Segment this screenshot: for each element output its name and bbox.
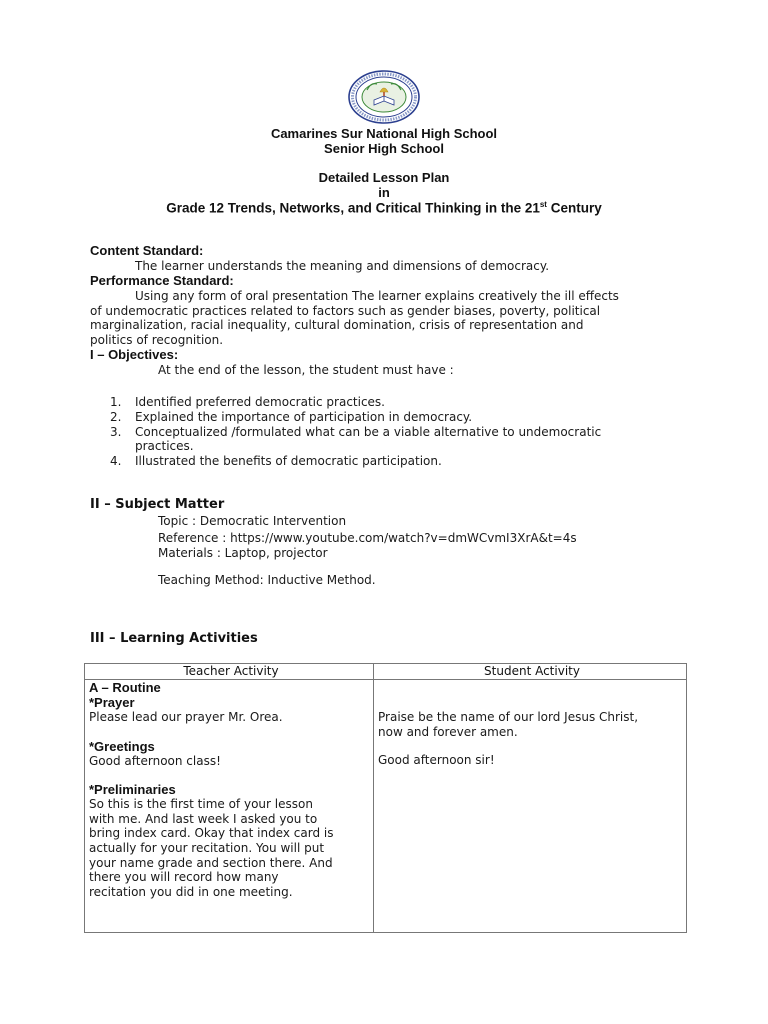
column-header-student: Student Activity [374,664,687,680]
table-header-row [85,664,687,680]
content-standard-label: Content Standard: [90,243,204,258]
subject-matter-reference: Reference : https://www.youtube.com/watch?v=dmWCvmI3XrA&t=4s [158,531,577,545]
list-item: 2. Explained the importance of participation in democracy. [110,409,473,424]
table-row [85,680,687,933]
school-division: Senior High School [324,141,444,156]
subject-matter-method: Teaching Method: Inductive Method. [158,573,376,587]
objectives-list [110,395,670,469]
routine-heading: A – Routine [89,680,161,695]
learning-activities-label: III – Learning Activities [90,631,258,646]
learning-activities-table [84,663,687,933]
objectives-intro: At the end of the lesson, the student must have : [158,363,454,377]
performance-standard-line: Using any form of oral presentation The learner explains creatively the ill effects [135,289,619,303]
preliminaries-line: So this is the first time of your lesson [89,797,313,812]
greetings-student-text: Good afternoon sir! [378,753,495,768]
preliminaries-line: there you will record how many [89,870,279,885]
preliminaries-line: your name grade and section there. And [89,855,333,870]
document-title: Detailed Lesson Plan [318,170,450,185]
subject-matter-materials: Materials : Laptop, projector [158,546,328,560]
subject-title: Grade 12 Trends, Networks, and Critical Thinking in the 21st Century [166,200,602,216]
preliminaries-line: actually for your recitation. You will put [89,840,325,855]
document-title-in: in [378,185,390,200]
preliminaries-line: recitation you did in one meeting. [89,884,293,899]
column-header-teacher: Teacher Activity [85,664,374,680]
preliminaries-line: with me. And last week I asked you to [89,811,318,826]
list-item: 1. Identified preferred democratic practices. [110,395,385,409]
subject-matter-label: II – Subject Matter [90,497,225,512]
performance-standard-line: of undemocratic practices related to factors such as gender biases, poverty, political [90,304,601,318]
prayer-student-text: Praise be the name of our lord Jesus Christ, [378,710,639,724]
list-item: 3. Conceptualized /formulated what can be a viable alternative to undemocratic [110,424,602,439]
greetings-teacher-text: Good afternoon class! [89,753,221,768]
teacher-activity-cell [85,680,374,933]
school-name: Camarines Sur National High School [270,126,498,141]
preliminaries-line: bring index card. Okay that index card is [89,826,334,841]
performance-standard-line: marginalization, racial inequality, cultural domination, crisis of representation and [90,318,584,332]
objectives-label: I – Objectives: [90,347,179,362]
performance-standard-label: Performance Standard: [90,273,234,288]
preliminaries-heading: *Preliminaries [89,782,176,798]
prayer-heading: *Prayer [89,695,135,710]
performance-standard-line: politics of recognition. [90,333,224,347]
list-item-continuation: practices. [135,439,194,454]
subject-matter-topic: Topic : Democratic Intervention [158,514,347,528]
student-activity-cell [374,680,687,933]
prayer-student-text: now and forever amen. [378,724,518,739]
list-item: 4. Illustrated the benefits of democratic participation. [110,454,442,469]
school-seal-icon [347,70,421,124]
greetings-heading: *Greetings [89,738,155,754]
content-standard-text: The learner understands the meaning and dimensions of democracy. [135,259,550,273]
prayer-teacher-text: Please lead our prayer Mr. Orea. [89,710,283,724]
